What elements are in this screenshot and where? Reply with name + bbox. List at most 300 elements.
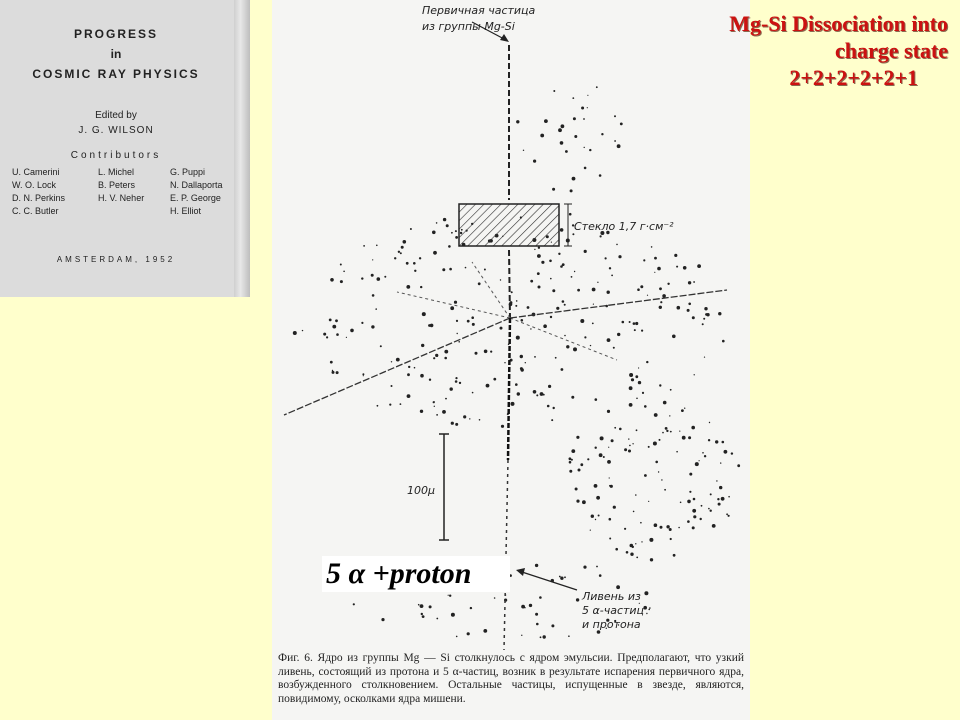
grain-dot [536, 623, 539, 626]
cover-title-line2: in [110, 47, 122, 61]
grain-dot [633, 511, 635, 513]
grain-dot [613, 347, 615, 349]
grain-dot [720, 462, 721, 463]
grain-dot [583, 566, 586, 569]
grain-dot [592, 323, 594, 325]
grain-dot [511, 402, 515, 406]
grain-dot [701, 505, 703, 507]
grain-dot [605, 257, 607, 259]
grain-dot [414, 270, 416, 272]
grain-dot [520, 367, 523, 370]
grain-dot [673, 554, 676, 557]
grain-dot [571, 459, 573, 461]
grain-dot [584, 250, 587, 253]
grain-dot [555, 357, 557, 359]
grain-dot [391, 385, 393, 387]
grain-dot [626, 551, 629, 554]
grain-dot [394, 257, 396, 259]
grain-dot [669, 415, 670, 416]
grain-dot [607, 410, 610, 413]
grain-dot [501, 425, 504, 428]
grain-dot [617, 333, 620, 336]
grain-dot [622, 321, 625, 324]
grain-dot [629, 403, 633, 407]
grain-dot [699, 460, 700, 461]
grain-dot [572, 233, 574, 235]
book-cover-scan [0, 0, 250, 297]
grain-dot [687, 520, 690, 523]
grain-dot [540, 636, 542, 638]
grain-dot [436, 355, 438, 357]
grain-dot [451, 232, 453, 234]
grain-dot [516, 300, 518, 302]
grain-dot [323, 333, 326, 336]
grain-dot [719, 486, 722, 489]
grain-dot [624, 448, 627, 451]
grain-dot [649, 607, 651, 609]
grain-dot [472, 323, 475, 326]
grain-dot [535, 613, 538, 616]
grain-dot [609, 267, 611, 269]
grain-dot [442, 410, 446, 414]
grain-dot [377, 405, 379, 407]
grain-dot [422, 312, 426, 316]
grain-dot [670, 389, 672, 391]
grain-dot [401, 246, 404, 249]
contributor-name: H. Elliot [170, 206, 202, 216]
grain-dot [614, 115, 616, 117]
cover-contributors-col3 [170, 166, 223, 218]
scale-label: 100μ [407, 484, 435, 497]
grain-dot [569, 213, 572, 216]
grain-dot [590, 345, 591, 346]
grain-dot [494, 597, 496, 599]
grain-dot [380, 345, 382, 347]
grain-dot [560, 141, 564, 145]
star-track [510, 318, 617, 360]
grain-dot [410, 228, 412, 230]
cover-edited-by: Edited by [95, 110, 137, 121]
grain-dot [578, 469, 581, 472]
grain-dot [712, 524, 716, 528]
shower-label-line2: 5 α-частиц [582, 604, 645, 617]
grain-dot [534, 249, 535, 250]
grain-dot [608, 447, 609, 448]
grain-dot [346, 337, 347, 338]
grain-dot [434, 401, 435, 402]
grain-dot [340, 264, 342, 266]
grain-dot [575, 488, 578, 491]
grain-dot [599, 574, 602, 577]
grain-dot [587, 107, 588, 108]
grain-dot [570, 189, 573, 192]
grain-dot [475, 352, 478, 355]
grain-dot [543, 324, 547, 328]
grain-dot [600, 436, 604, 440]
grain-dot [593, 304, 594, 305]
grain-dot [674, 254, 677, 257]
grain-dot [666, 430, 668, 432]
grain-dot [573, 347, 577, 351]
grain-dot [547, 405, 550, 408]
grain-dot [375, 308, 377, 310]
grain-dot [406, 285, 410, 289]
grain-dot [459, 382, 461, 384]
grain-dot [692, 316, 695, 319]
grain-dot [635, 375, 638, 378]
grain-dot [630, 553, 633, 556]
grain-dot [591, 515, 594, 518]
grain-dot [657, 267, 661, 271]
grain-dot [537, 272, 540, 275]
grain-dot [566, 345, 569, 348]
cover-contributors-col1 [12, 166, 65, 218]
grain-dot [694, 374, 695, 375]
grain-dot [529, 604, 532, 607]
grain-dot [688, 303, 691, 306]
grain-dot [429, 379, 431, 381]
grain-dot [408, 366, 410, 368]
grain-dot [433, 357, 435, 359]
grain-dot [636, 398, 638, 400]
grain-dot [455, 380, 458, 383]
grain-dot [571, 449, 575, 453]
grain-dot [616, 585, 620, 589]
grain-dot [689, 473, 692, 476]
grain-dot [697, 264, 701, 268]
glass-label: Стекло 1,7 г·см⁻² [574, 220, 674, 233]
cover-contributors-heading: Contributors [70, 150, 162, 161]
grain-dot [467, 632, 470, 635]
grain-dot [688, 281, 691, 284]
grain-dot [436, 414, 438, 416]
grain-dot [647, 295, 648, 296]
grain-dot [302, 330, 303, 331]
grain-dot [609, 477, 610, 478]
grain-dot [465, 267, 467, 269]
grain-dot [377, 277, 381, 281]
grain-dot [618, 255, 621, 258]
grain-dot [636, 557, 638, 559]
primary-label-line1: Первичная частица [422, 4, 536, 17]
grain-dot [737, 464, 740, 467]
grain-dot [594, 484, 598, 488]
grain-dot [560, 577, 563, 580]
grain-dot [540, 134, 544, 138]
grain-dot [635, 543, 636, 544]
grain-dot [455, 377, 457, 379]
grain-dot [572, 177, 576, 181]
grain-dot [445, 398, 447, 400]
grain-dot [490, 351, 492, 353]
grain-dot [716, 480, 717, 481]
shower-label-line3: и протона [582, 618, 641, 631]
grain-dot [340, 280, 343, 283]
grain-dot [565, 150, 568, 153]
grain-dot [450, 306, 454, 310]
grain-dot [580, 463, 583, 466]
grain-dot [613, 506, 616, 509]
grain-dot [483, 629, 487, 633]
grain-dot [607, 291, 610, 294]
grain-dot [599, 453, 603, 457]
grain-dot [659, 384, 661, 386]
grain-dot [455, 236, 458, 239]
contributor-name: C. C. Butler [12, 206, 59, 216]
shower-track-lower [504, 460, 508, 650]
cover-place-year: AMSTERDAM, 1952 [56, 255, 176, 264]
primary-arrowhead [500, 34, 509, 42]
grain-dot [436, 222, 438, 224]
grain-dot [350, 329, 354, 333]
contributor-name: N. Dallaporta [170, 180, 223, 190]
grain-dot [484, 269, 486, 271]
grain-dot [695, 462, 699, 466]
grain-dot [595, 398, 598, 401]
grain-dot [576, 598, 579, 601]
grain-dot [718, 503, 721, 506]
grain-dot [533, 160, 536, 163]
grain-dot [687, 500, 691, 504]
grain-dot [653, 442, 657, 446]
grain-dot [527, 306, 530, 309]
glass-plate [459, 204, 559, 246]
grain-dot [726, 513, 728, 515]
grain-dot [596, 86, 598, 88]
grain-dot [680, 502, 682, 504]
grain-dot [562, 300, 565, 303]
grain-dot [638, 367, 639, 368]
grain-dot [451, 422, 454, 425]
grain-dot [595, 447, 597, 449]
shower-arrowhead [516, 568, 525, 576]
grain-dot [620, 123, 623, 126]
grain-dot [582, 500, 586, 504]
grain-dot [654, 413, 658, 417]
grain-dot [703, 318, 705, 320]
grain-dot [669, 528, 672, 531]
grain-dot [576, 500, 579, 503]
grain-dot [451, 613, 455, 617]
grain-dot [332, 325, 336, 329]
grain-dot [449, 595, 451, 597]
grain-dot [571, 276, 573, 278]
grain-dot [717, 498, 719, 500]
grain-dot [569, 461, 572, 464]
grain-dot [710, 493, 712, 495]
grain-dot [543, 635, 546, 638]
contributor-name: L. Michel [98, 167, 135, 177]
grain-dot [548, 385, 551, 388]
grain-dot [521, 635, 522, 636]
grain-dot [530, 328, 531, 329]
grain-dot [422, 615, 425, 618]
grain-dot [611, 275, 613, 277]
star-track [397, 292, 510, 318]
grain-dot [353, 603, 355, 605]
grain-dot [406, 262, 409, 265]
grain-dot [584, 147, 585, 148]
grain-dot [710, 510, 712, 512]
grain-dot [471, 316, 474, 319]
grain-dot [708, 508, 710, 510]
grain-dot [407, 373, 410, 376]
grain-dot [583, 118, 585, 120]
grain-dot [511, 291, 513, 293]
grain-dot [330, 278, 334, 282]
grain-dot [479, 419, 481, 421]
grain-dot [572, 97, 574, 99]
grain-dot [398, 251, 400, 253]
grain-dot [704, 455, 706, 457]
grain-dot [540, 392, 544, 396]
grain-dot [607, 460, 611, 464]
grain-dot [584, 336, 586, 338]
grain-dot [644, 405, 647, 408]
grain-dot [693, 515, 696, 518]
contributor-name: B. Peters [98, 180, 136, 190]
grain-dot [603, 456, 605, 458]
grain-dot [646, 613, 647, 614]
grain-dot [581, 107, 584, 110]
grain-dot [293, 331, 297, 335]
grain-dot [517, 392, 520, 395]
grain-dot [533, 390, 537, 394]
grain-dot [559, 576, 561, 578]
slide-title-line2: charge state [834, 38, 948, 63]
cover-contributors-col2 [98, 166, 144, 205]
grain-dot [635, 494, 637, 496]
grain-dot [659, 287, 662, 290]
grain-dot [692, 526, 695, 529]
grain-dot [413, 262, 416, 265]
grain-dot [589, 149, 591, 151]
grain-dot [573, 117, 576, 120]
grain-dot [329, 319, 332, 322]
grain-dot [558, 128, 562, 132]
alpha-proton-label: 5 α +proton [322, 556, 510, 592]
grain-dot [721, 497, 725, 501]
shower-label-line1: Ливень из [582, 590, 641, 603]
grain-dot [672, 335, 676, 339]
grain-dot [561, 368, 564, 371]
grain-dot [600, 235, 602, 237]
primary-label-line2: из группы Mg-Si [422, 20, 515, 33]
grain-dot [706, 313, 709, 316]
grain-dot [561, 124, 565, 128]
grain-dot [418, 604, 420, 606]
grain-dot [641, 541, 642, 542]
grain-dot [552, 188, 555, 191]
grain-dot [614, 427, 616, 429]
grain-dot [391, 361, 392, 362]
grain-dot [643, 259, 645, 261]
grain-dot [659, 439, 661, 441]
grain-dot [504, 362, 505, 363]
grain-dot [539, 596, 542, 599]
grain-dot [469, 418, 470, 419]
cover-editor: J. G. WILSON [78, 125, 154, 136]
grain-dot [486, 384, 490, 388]
grain-dot [421, 344, 424, 347]
grain-dot [609, 518, 612, 521]
grain-dot [681, 409, 684, 412]
grain-dot [516, 120, 519, 123]
star-track [510, 290, 727, 318]
grain-dot [530, 280, 533, 283]
grain-dot [624, 528, 626, 530]
grain-dot [429, 605, 432, 608]
grain-dot [676, 266, 678, 268]
grain-dot [523, 150, 524, 151]
grain-dot [660, 526, 663, 529]
grain-dot [478, 282, 481, 285]
grain-dot [728, 496, 730, 498]
grain-dot [648, 446, 650, 448]
grain-dot [683, 266, 687, 270]
grain-dot [648, 609, 650, 611]
grain-dot [662, 294, 666, 298]
grain-dot [659, 306, 662, 309]
grain-dot [569, 457, 572, 460]
grain-dot [515, 305, 517, 307]
grain-dot [590, 530, 591, 531]
grain-dot [654, 257, 657, 260]
grain-dot [688, 436, 691, 439]
grain-dot [516, 336, 520, 340]
grain-dot [454, 301, 457, 304]
grain-dot [637, 288, 640, 291]
grain-dot [658, 471, 659, 472]
grain-dot [361, 277, 363, 279]
grain-dot [335, 319, 338, 322]
grain-dot [463, 415, 466, 418]
grain-dot [326, 336, 328, 338]
grain-dot [601, 133, 603, 135]
grain-dot [587, 458, 589, 460]
grain-dot [552, 289, 555, 292]
grain-dot [403, 240, 407, 244]
grain-dot [629, 386, 633, 390]
grain-dot [538, 286, 541, 289]
grain-dot [336, 333, 339, 336]
grain-dot [684, 408, 685, 409]
grain-dot [676, 451, 678, 453]
grain-dot [456, 320, 458, 322]
grain-dot [551, 419, 553, 421]
grain-dot [666, 525, 669, 528]
grain-dot [336, 371, 339, 374]
grain-dot [420, 374, 424, 378]
grain-dot [420, 410, 423, 413]
grain-dot [521, 605, 525, 609]
grain-dot [661, 479, 662, 480]
grain-dot [599, 174, 602, 177]
grain-dot [330, 361, 333, 364]
grain-dot [541, 261, 544, 264]
grain-dot [515, 383, 518, 386]
grain-dot [641, 330, 643, 332]
grain-dot [597, 282, 598, 283]
grain-dot [449, 268, 452, 271]
grain-dot [715, 440, 718, 443]
grain-dot [596, 566, 598, 568]
grain-dot [654, 523, 658, 527]
grain-dot [664, 489, 666, 491]
grain-dot [550, 316, 552, 318]
grain-dot [660, 301, 662, 303]
grain-dot [456, 636, 458, 638]
